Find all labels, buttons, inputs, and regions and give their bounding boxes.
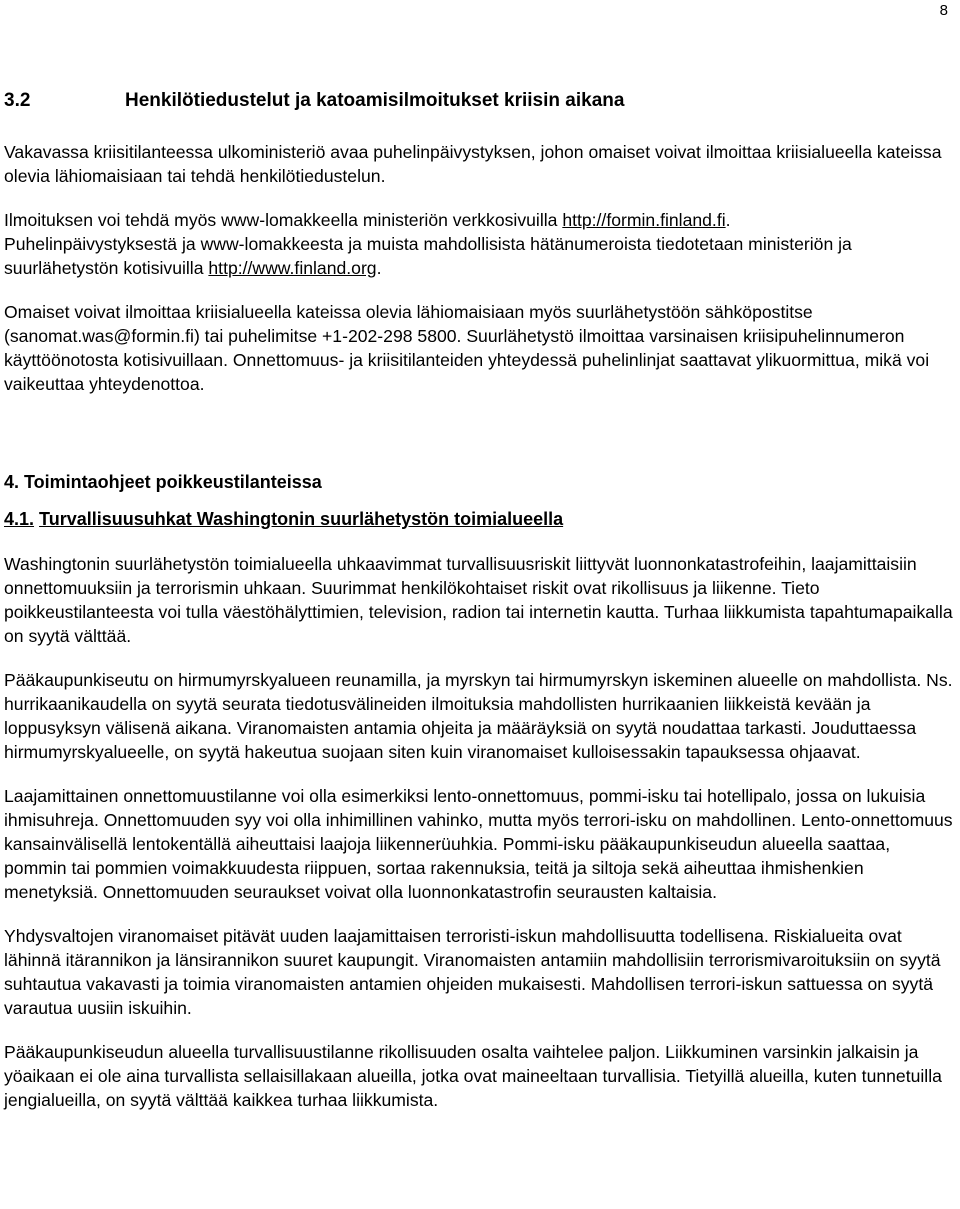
section-number: 3.2: [4, 90, 31, 111]
document-body: [4, 90, 954, 1132]
paragraph: Laajamittainen onnettomuustilanne voi olla esimerkiksi lento-onnettomuus, pommi-isku tai hotellipalo, jossa on lukuisia ihmisuhreja. Onnettomuuden syy voi olla inhimillinen vahinko, mutta myös terrori-isku on mahdollinen. Lento-onnettomuus kansainvälisellä lentokentällä aiheuttaisi laajoja liikennerüuhkia. Pommi-isku pääkaupunkiseudun alueella saattaa, pommin tai pommien voimakkuudesta riippuen, sortaa rakennuksia, teitä ja siltoja sekä aiheuttaa ihmishenkien menetyksiä. Onnettomuuden seuraukset voivat olla luonnonkatastrofin seurausten kaltaisia.: [4, 786, 953, 902]
paragraph: Washingtonin suurlähetystön toimialueella uhkaavimmat turvallisuusriskit liittyvät luonnonkatastrofeihin, laajamittaisiin onnettomuuksiin ja terrorismin uhkaan. Suurimmat henkilökohtaiset riskit ovat rikollisuus ja liikenne. Tieto poikkeustilanteesta voi tulla väestöhälyttimien, television, radion tai internetin kautta. Turhaa liikkumista tapahtumapaikalla on syytä välttää.: [4, 554, 953, 646]
section-3-2-heading: [4, 90, 954, 112]
paragraph: [4, 208, 954, 280]
section-number: 4.1.: [4, 509, 35, 529]
paragraph: Yhdysvaltojen viranomaiset pitävät uuden laajamittaisen terroristi-iskun mahdollisuutta todellisena. Riskialueita ovat lähinnä itärannikon ja länsirannikon suuret kaupungit. Viranomaisten antamiin mahdollisiin terrorismivaroituksiin on syytä suhtautua vakavasti ja toimia viranomaisten antamien ohjeiden mukaisesti. Mahdollisen terrori-iskun sattuessa on syytä varautua uusiin iskuihin.: [4, 926, 941, 1018]
section-title: Turvallisuusuhkat Washingtonin suurlähetystön toimialueella: [39, 509, 564, 529]
paragraph-text: Ilmoituksen voi tehdä myös www-lomakkeella ministeriön verkkosivuilla: [4, 210, 563, 230]
finland-org-link[interactable]: http://www.finland.org: [208, 258, 377, 278]
page-number: 8: [939, 2, 948, 19]
paragraph-punct: .: [725, 210, 731, 230]
paragraph: Pääkaupunkiseudun alueella turvallisuustilanne rikollisuuden osalta vaihtelee paljon. Liikkuminen varsinkin jalkaisin ja yöaikaan ei ole aina turvallista sellaisillakaan alueilla, jotka ovat maineeltaan turvallisia. Tietyillä alueilla, kuten tunnetuilla jengialueilla, on syytä välttää kaikkea turhaa liikkumista.: [4, 1042, 942, 1110]
paragraph-punct: .: [376, 258, 382, 278]
paragraph: Pääkaupunkiseutu on hirmumyrskyalueen reunamilla, ja myrskyn tai hirmumyrskyn iskeminen alueelle on mahdollista. Ns. hurrikaanikaudella on syytä seurata tiedotusvälineiden ilmoituksia mahdollisten hurrikaanien liikkeistä kevään ja loppusyksyn välisenä aikana. Viranomaisten antamia ohjeita ja määräyksiä on syytä noudattaa tarkasti. Jouduttaessa hirmumyrskyalueelle, on syytä hakeutua suojaan siten kuin viranomaiset kulloisessakin tapauksessa ohjaavat.: [4, 670, 953, 762]
section-4-1-heading: [4, 509, 954, 530]
paragraph: Omaiset voivat ilmoittaa kriisialueella kateissa olevia lähiomaisiaan myös suurlähetystöön sähköpostitse (sanomat.was@formin.fi) tai puhelimitse +1-202-298 5800. Suurlähetystö ilmoittaa varsinaisen kriisipuhelinnumeron käyttöönotosta kotisivuillaan. Onnettomuus- ja kriisitilanteiden yhteydessä puhelinlinjat saattavat ylikuormittua, mikä voi vaikeuttaa yhteydenottoa.: [4, 302, 930, 394]
formin-link[interactable]: http://formin.finland.fi: [562, 210, 726, 230]
paragraph: Vakavassa kriisitilanteessa ulkoministeriö avaa puhelinpäivystyksen, johon omaiset voivat ilmoittaa kriisialueella kateissa olevia lähiomaisiaan tai tehdä henkilötiedustelun.: [4, 142, 942, 186]
section-title: Henkilötiedustelut ja katoamisilmoitukset kriisin aikana: [125, 90, 625, 111]
paragraph-text: Puhelinpäivystyksestä ja www-lomakkeesta ja muista mahdollisista hätänumeroista tiedotetaan ministeriön ja suurlähetystön kotisivuilla: [4, 234, 852, 278]
section-4-heading: 4. Toimintaohjeet poikkeustilanteissa: [4, 472, 322, 492]
